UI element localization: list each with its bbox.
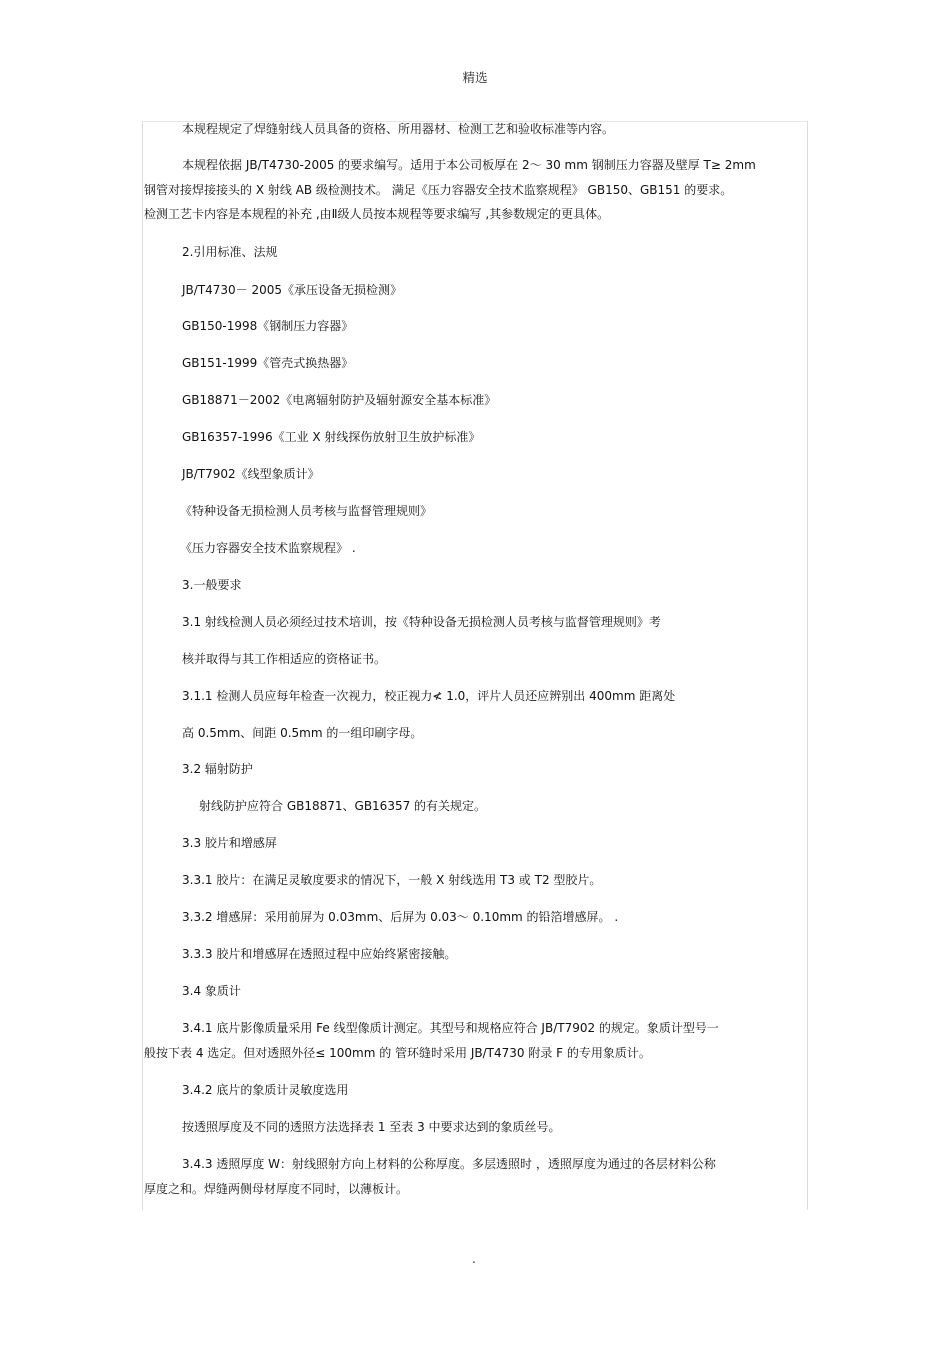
section-heading: 3.4 象质计	[182, 984, 241, 998]
text-line: 3.4.1 底片影像质量采用 Fe 线型像质计测定。其型号和规格应符合 JB/T7902 的规定。象质计型号一	[182, 1021, 719, 1035]
section-heading: 3.4.2 底片的象质计灵敏度选用	[182, 1083, 349, 1097]
text-line: 3.1 射线检测人员必须经过技术培训，按《特种设备无损检测人员考核与监督管理规则》考	[182, 615, 661, 629]
text-line: 3.3.1 胶片：在满足灵敏度要求的情况下，一般 X 射线选用 T3 或 T2 型胶片。	[182, 873, 602, 887]
page-footer-mark: .	[472, 1252, 476, 1266]
section-heading: 3.一般要求	[182, 578, 242, 592]
text-line: 3.4.3 透照厚度 W：射线照射方向上材料的公称厚度。多层透照时 ，透照厚度为通过的各层材料公称	[182, 1157, 716, 1171]
text-line: 按透照厚度及不同的透照方法选择表 1 至表 3 中要求达到的象质丝号。	[182, 1120, 561, 1134]
text-line: 射线防护应符合 GB18871、GB16357 的有关规定。	[199, 799, 487, 813]
reference-item: GB151-1999《管壳式换热器》	[182, 356, 354, 370]
reference-item: GB18871－2002《电离辐射防护及辐射源安全基本标准》	[182, 393, 497, 407]
reference-item: JB/T7902《线型象质计》	[182, 467, 320, 481]
text-line: 高 0.5mm、间距 0.5mm 的一组印刷字母。	[182, 726, 423, 740]
text-line: 本规程规定了焊缝射线人员具备的资格、所用器材、检测工艺和验收标准等内容。	[182, 122, 615, 136]
text-line: 般按下表 4 选定。但对透照外径≤ 100mm 的 管环缝时采用 JB/T4730 附录 F 的专用象质计。	[144, 1046, 651, 1060]
page-header: 精选	[462, 70, 488, 85]
reference-item: 《特种设备无损检测人员考核与监督管理规则》	[180, 504, 433, 518]
text-line: 核并取得与其工作相适应的资格证书。	[182, 652, 387, 666]
text-line: 厚度之和。焊缝两侧母材厚度不同时，以薄板计。	[144, 1182, 409, 1196]
section-heading: 3.2 辐射防护	[182, 762, 253, 776]
reference-item: JB/T4730－ 2005《承压设备无损检测》	[182, 283, 403, 297]
reference-item: GB16357-1996《工业 X 射线探伤放射卫生放护标准》	[182, 430, 481, 444]
text-line: 本规程依据 JB/T4730-2005 的要求编写。适用于本公司板厚在 2～ 30 mm 钢制压力容器及壁厚 T≥ 2mm	[182, 158, 756, 172]
reference-item: 《压力容器安全技术监察规程》 .	[180, 541, 356, 555]
text-line: 检测工艺卡内容是本规程的补充 ,由Ⅱ级人员按本规程等要求编写 ,其参数规定的更具体。	[144, 207, 610, 221]
section-heading: 3.3 胶片和增感屏	[182, 836, 277, 850]
text-line: 3.1.1 检测人员应每年检查一次视力，校正视力≮ 1.0，评片人员还应辨别出 400mm 距离处	[182, 689, 676, 703]
section-heading: 2.引用标准、法规	[182, 245, 278, 259]
reference-item: GB150-1998《钢制压力容器》	[182, 319, 354, 333]
text-line: 3.3.3 胶片和增感屏在透照过程中应始终紧密接触。	[182, 947, 457, 961]
text-line: 钢管对接焊接接头的 X 射线 AB 级检测技术。 满足《压力容器安全技术监察规程》 GB150、GB151 的要求。	[144, 183, 733, 197]
text-line: 3.3.2 增感屏：采用前屏为 0.03mm、后屏为 0.03～ 0.10mm 的铅箔增感屏。 .	[182, 910, 619, 924]
